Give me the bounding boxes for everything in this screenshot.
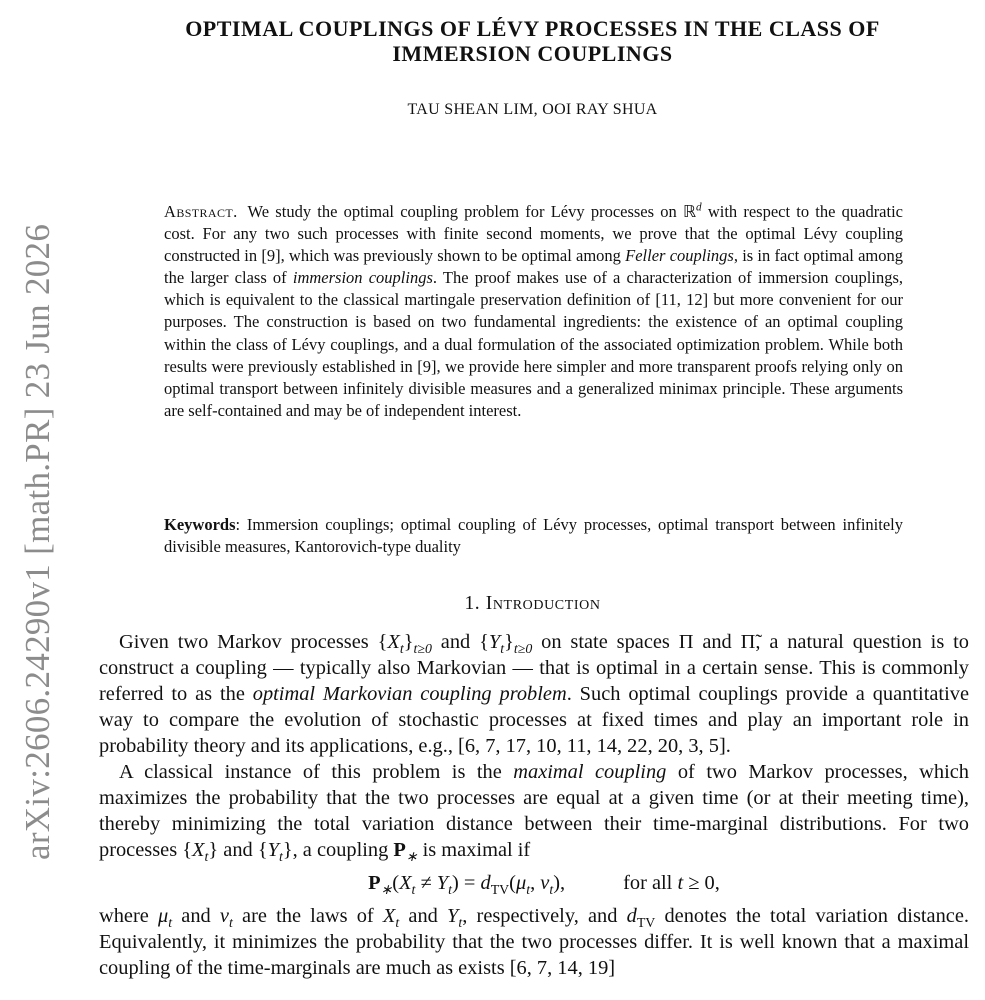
abstract-text-4: . The proof makes use of a characterization of immersion couplings, which is equivalent to the classical martingale preservation definition of [11, 12] but more convenient for our purposes. The construction is based on two fundamental ingredients: the existence of an optimal coupling within the class of Lévy couplings, and a dual formulation of the associated optimization problem. While both results were previously established in [9], we provide here simpler and more transparent proofs relying only on optimal transport between infinitely divisible measures and a generalized minimax principle. These arguments are self-contained and may be of independent interest.	[164, 268, 903, 420]
abstract	[164, 201, 903, 422]
paragraph-3-text-6: denotes the total variation distance. Equivalently, it minimizes the probability that the two processes differ. It is well known that a maximal coupling of the time-marginals are much as exists [6, 7, 14, 19]	[99, 905, 970, 979]
paragraph-3-text-4: and	[399, 905, 448, 927]
arxiv-identifier-stamp: arXiv:2606.24290v1 [math.PR] 23 Jun 2026	[18, 223, 57, 860]
paragraph-2-text-5: is maximal if	[417, 839, 531, 861]
law-nu: $\nu_t$	[219, 905, 233, 932]
abstract-text-3: , is in fact optimal among the larger class of	[164, 246, 903, 288]
paragraph-1-text-2: and	[431, 631, 480, 653]
paragraph-3-text-2: and	[172, 905, 220, 927]
paragraph-2-text-2: of two Markov processes, which maximizes the probability that the two processes are equal at a given time (or at their meeting time), thereby minimizing the total variation distance between their time-marginal distributions. For two processes	[99, 761, 970, 861]
section-title: Introduction	[485, 593, 601, 614]
introduction-body	[99, 629, 969, 981]
paragraph-1	[99, 629, 969, 759]
equation-condition: for all	[623, 872, 678, 894]
authors: TAU SHEAN LIM, OOI RAY SHUA	[407, 101, 658, 118]
paragraph-1-text-3: on state spaces Π and Π̃, a natural question is to construct a coupling — typically also Markovian — that is optimal in a certain sense. This is commonly referred to as the	[99, 631, 970, 705]
abstract-emphasis-immersion: immersion couplings	[292, 268, 433, 288]
tv-distance-sub: TV	[636, 916, 656, 932]
keywords-text: : Immersion couplings; optimal coupling of Lévy processes, optimal transport between infinitely divisible measures, Kantorovich-type duality	[164, 515, 903, 556]
paragraph-3-text-1: where	[99, 905, 158, 927]
process-x-set: $\{X_t\}_{t\ge 0}$	[377, 631, 432, 658]
paragraph-2-text-3: and	[218, 839, 258, 861]
paragraph-3-text-3: are the laws of	[232, 905, 383, 927]
paragraph-1-text-1: Given two Markov processes	[119, 631, 378, 653]
abstract-label: Abstract.	[164, 202, 238, 221]
tv-distance: d	[626, 905, 637, 927]
equation-condition-math: t	[677, 872, 684, 894]
abstract-dimension: d	[696, 201, 702, 214]
paragraph-1-emphasis: optimal Markovian coupling problem	[252, 683, 567, 705]
paragraph-2-text-4: , a coupling	[292, 839, 394, 861]
abstract-text-1: We study the optimal coupling problem for Lévy processes on	[247, 202, 683, 221]
coupling-p-star: P	[393, 839, 406, 861]
display-equation: $P_∗(X_t \ne Y_t) = d_{TV}(\mu_t$, $\nu_t$), for all t ≥ 0,	[368, 872, 720, 899]
keywords	[164, 514, 903, 558]
abstract-emphasis-feller: Feller couplings	[625, 246, 734, 266]
paragraph-3-text-5: , respectively, and	[462, 905, 627, 927]
coupling-p-star-sub: ∗	[405, 850, 418, 866]
variable-x: $X_t$	[382, 905, 400, 932]
paragraph-2-text-1: A classical instance of this problem is the	[119, 761, 514, 783]
keywords-label: Keywords	[164, 515, 236, 534]
title-line-1: OPTIMAL COUPLINGS OF LÉVY PROCESSES IN THE CLASS OF	[185, 16, 880, 41]
process-y: $\{Y_t\}$	[257, 839, 293, 866]
abstract-space-symbol: ℝ	[682, 202, 697, 221]
equation-lhs: $P_∗(X_t \ne Y_t) = d_{TV}(\mu_t$, $\nu_t$),	[368, 872, 566, 899]
abstract-text-2: with respect to the quadratic cost. For any two such processes with finite second moments, we prove that the optimal Lévy coupling constructed in [9], which was previously shown to be optimal among	[164, 202, 903, 266]
paper-title	[100, 16, 965, 66]
section-heading	[100, 593, 965, 615]
process-y-set: $\{Y_t\}_{t\ge 0}$	[479, 631, 533, 658]
law-mu: $\mu_t$	[158, 905, 173, 932]
paragraph-3	[99, 903, 969, 981]
paragraph-2-emphasis: maximal coupling	[513, 761, 667, 783]
paragraph-1-text-4: . Such optimal couplings provide a quantitative way to compare the evolution of stochastic processes at fixed times and play an important role in probability theory and its applications, e.g., [6, 7, 17, 10, 11, 14, 22, 20, 3, 5].	[99, 683, 969, 757]
title-line-2: IMMERSION COUPLINGS	[392, 41, 673, 66]
variable-y: $Y_t$	[447, 905, 463, 932]
section-number: 1.	[464, 593, 481, 614]
paragraph-2	[99, 759, 970, 866]
process-x: $\{X_t\}$	[182, 839, 219, 866]
